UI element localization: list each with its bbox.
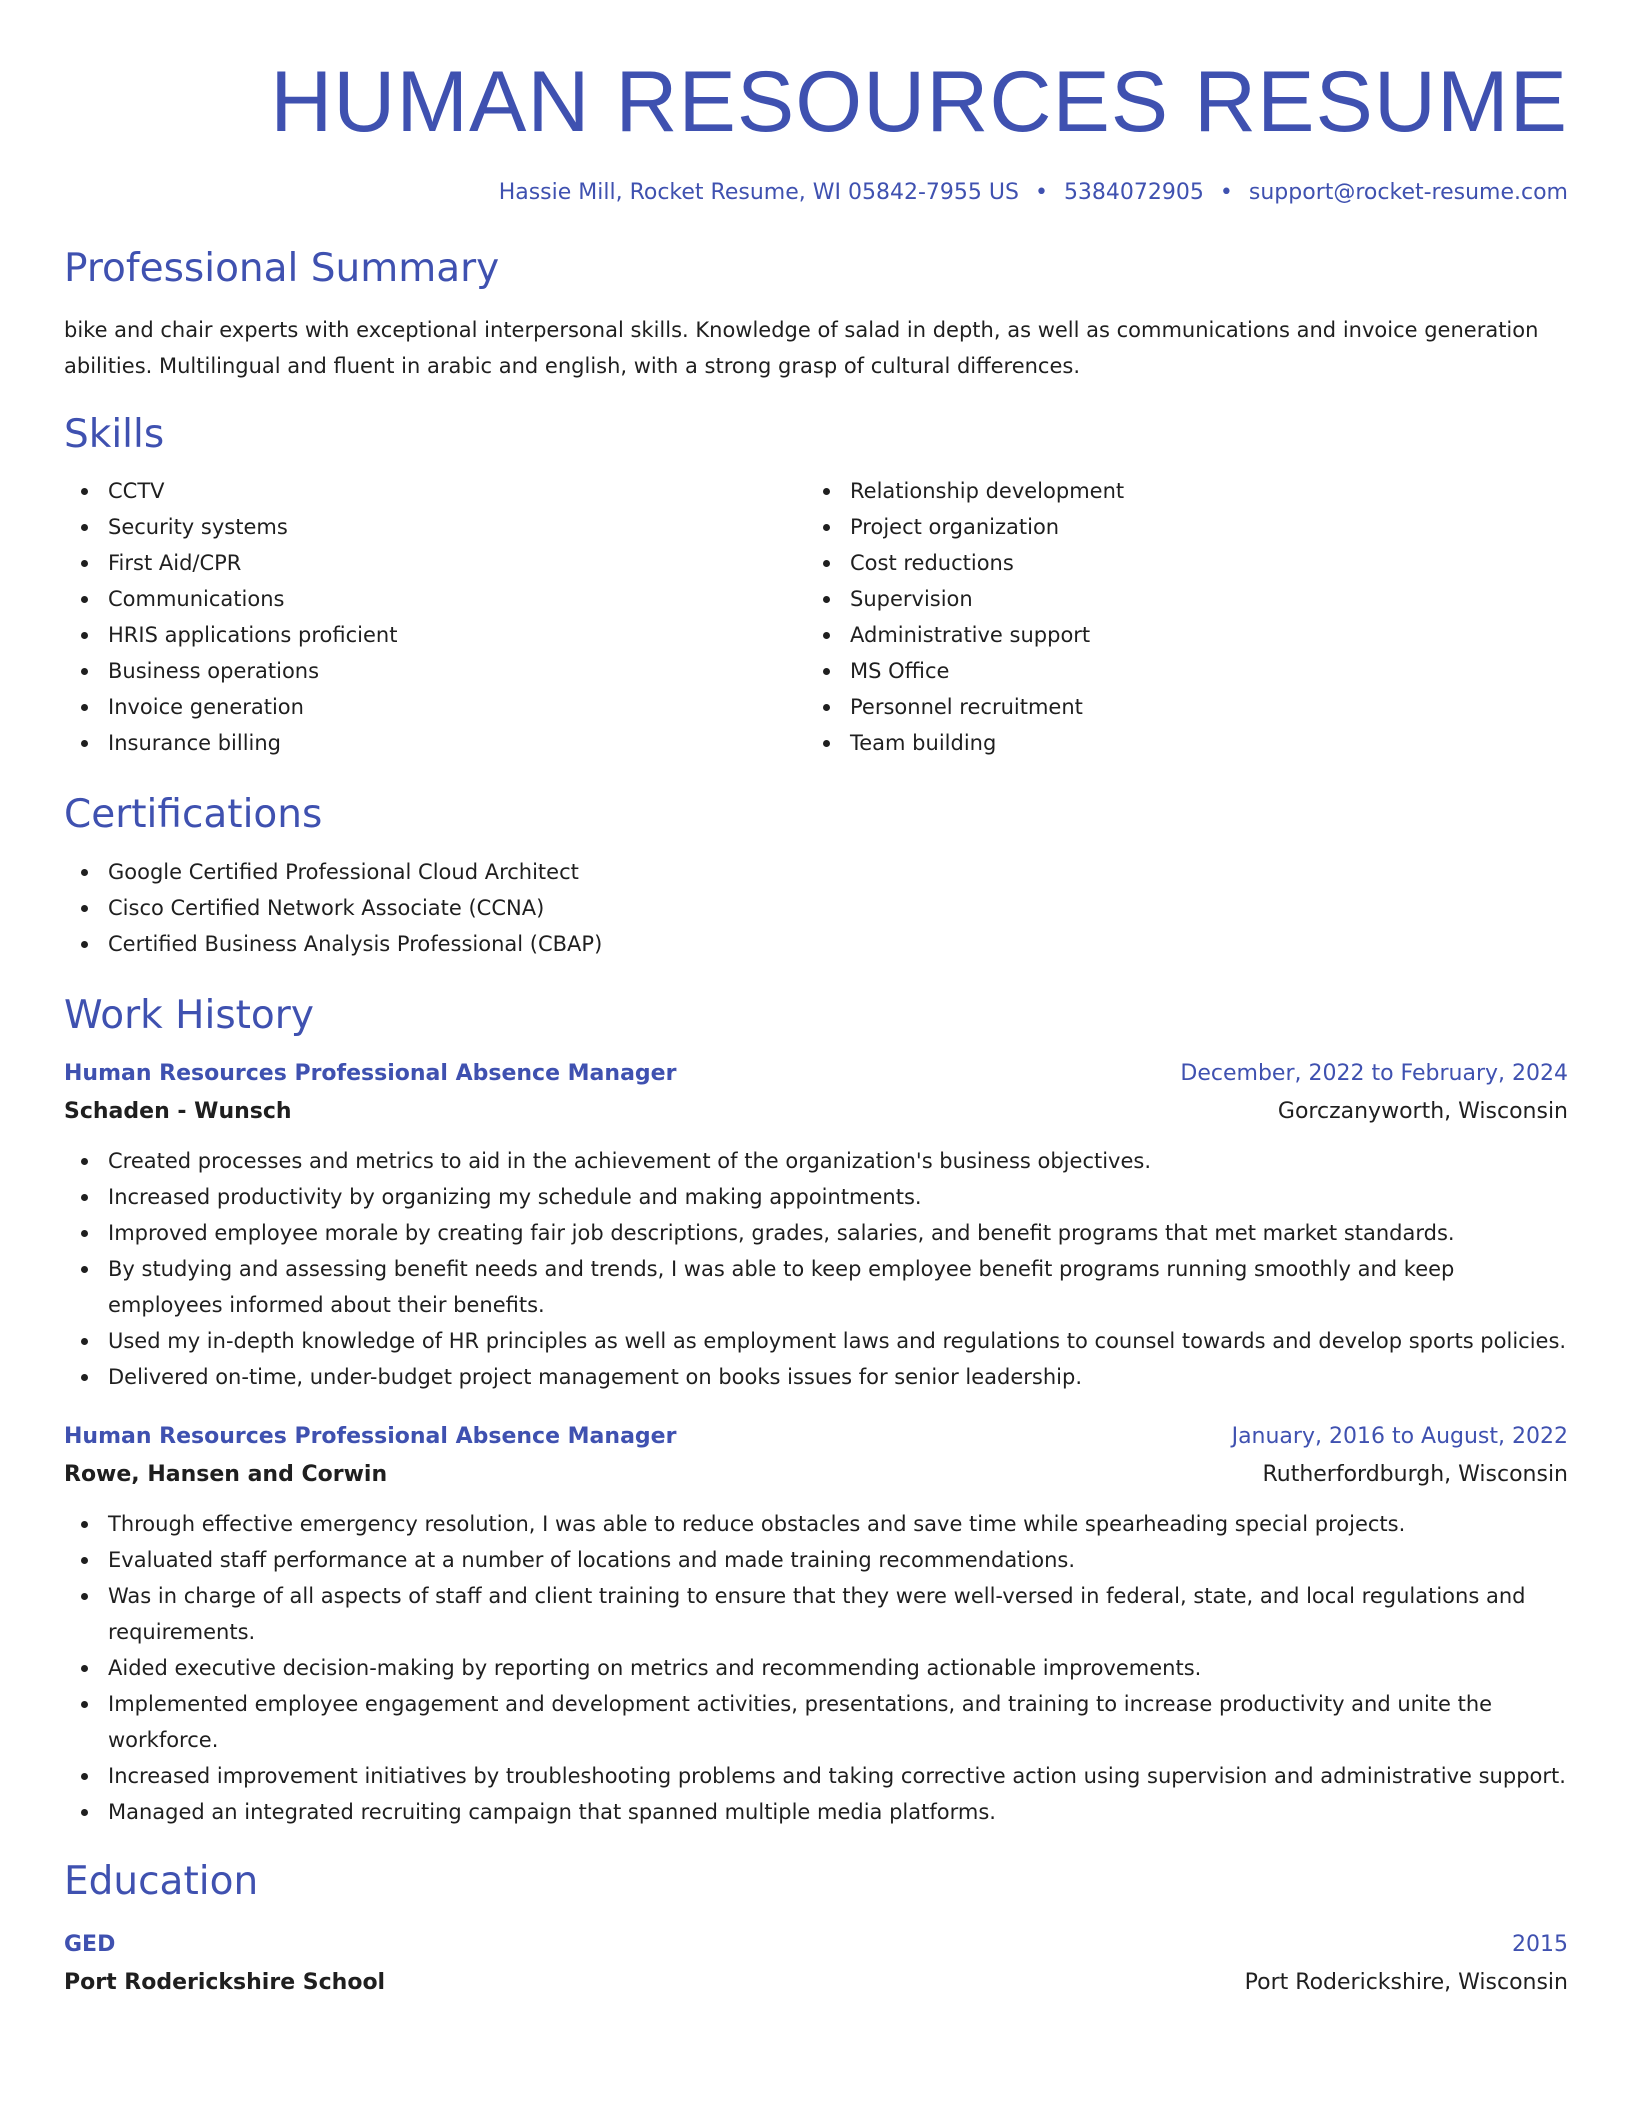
skill-item: Communications xyxy=(64,581,806,617)
skill-item: CCTV xyxy=(64,473,806,509)
education-heading: Education xyxy=(64,1859,259,1904)
job-bullets xyxy=(64,1506,1568,1830)
skill-item: Team building xyxy=(806,725,1548,761)
job-entry xyxy=(64,1055,1568,1395)
skill-item: First Aid/CPR xyxy=(64,545,806,581)
skill-item: MS Office xyxy=(806,653,1548,689)
education-school: Port Roderickshire School xyxy=(64,1970,386,1995)
education-location: Port Roderickshire, Wisconsin xyxy=(1244,1970,1568,1995)
job-title: Human Resources Professional Absence Manager xyxy=(64,1424,677,1449)
job-bullet: Improved employee morale by creating fair job descriptions, grades, salaries, and benefit programs that met market standards. xyxy=(64,1215,1568,1251)
skills-left-column xyxy=(64,473,806,761)
job-bullet: Implemented employee engagement and development activities, presentations, and training to increase productivity and unite the workforce. xyxy=(64,1686,1568,1758)
job-bullet: Created processes and metrics to aid in the achievement of the organization's business objectives. xyxy=(64,1143,1568,1179)
job-bullets xyxy=(64,1143,1568,1395)
skill-item: Cost reductions xyxy=(806,545,1548,581)
certification-item: Certified Business Analysis Professional (CBAP) xyxy=(64,926,1568,962)
skill-item: Relationship development xyxy=(806,473,1548,509)
contact-line xyxy=(64,178,1568,208)
job-company: Schaden - Wunsch xyxy=(64,1099,292,1124)
summary-heading: Professional Summary xyxy=(64,246,500,291)
certification-item: Cisco Certified Network Associate (CCNA) xyxy=(64,890,1568,926)
resume-title: HUMAN RESOURCES RESUME xyxy=(270,54,1568,150)
job-dates: December, 2022 to February, 2024 xyxy=(1180,1061,1568,1086)
job-bullet: By studying and assessing benefit needs and trends, I was able to keep employee benefit programs running smoothly and keep employees informed about their benefits. xyxy=(64,1251,1568,1323)
job-bullet: Increased productivity by organizing my schedule and making appointments. xyxy=(64,1179,1568,1215)
job-bullet: Was in charge of all aspects of staff and client training to ensure that they were well-versed in federal, state, and local regulations and requirements. xyxy=(64,1578,1568,1650)
summary-text: bike and chair experts with exceptional interpersonal skills. Knowledge of salad in depth, as well as communications and invoice generation abilities. Multilingual and fluent in arabic and english, with a strong grasp of cultural differences. xyxy=(64,318,1539,378)
job-bullet: Evaluated staff performance at a number of locations and made training recommendations. xyxy=(64,1542,1568,1578)
skill-item: Personnel recruitment xyxy=(806,689,1548,725)
certification-item: Google Certified Professional Cloud Architect xyxy=(64,854,1568,890)
contact-email: support@rocket-resume.com xyxy=(1248,180,1568,205)
job-bullet: Delivered on-time, under-budget project management on books issues for senior leadership. xyxy=(64,1359,1568,1395)
skill-item: Business operations xyxy=(64,653,806,689)
contact-phone: 5384072905 xyxy=(1063,180,1204,205)
skill-item: Security systems xyxy=(64,509,806,545)
skill-item: Administrative support xyxy=(806,617,1548,653)
job-title: Human Resources Professional Absence Manager xyxy=(64,1061,677,1086)
certifications-heading: Certifications xyxy=(64,792,323,837)
certifications-list xyxy=(64,854,1568,962)
job-bullet: Used my in-depth knowledge of HR principles as well as employment laws and regulations to counsel towards and develop sports policies. xyxy=(64,1323,1568,1359)
job-bullet: Through effective emergency resolution, I was able to reduce obstacles and save time while spearheading special projects. xyxy=(64,1506,1568,1542)
job-location: Rutherfordburgh, Wisconsin xyxy=(1262,1462,1568,1487)
job-bullet: Aided executive decision-making by reporting on metrics and recommending actionable improvements. xyxy=(64,1650,1568,1686)
job-dates: January, 2016 to August, 2022 xyxy=(1231,1424,1568,1449)
skills-heading: Skills xyxy=(64,412,165,457)
job-location: Gorczanyworth, Wisconsin xyxy=(1277,1099,1568,1124)
work-history-heading: Work History xyxy=(64,993,314,1038)
education-degree: GED xyxy=(64,1932,116,1957)
resume-header xyxy=(64,0,1568,208)
job-bullet: Managed an integrated recruiting campaign that spanned multiple media platforms. xyxy=(64,1794,1568,1830)
skills-grid xyxy=(64,473,1568,761)
education-entry xyxy=(64,1926,1568,2002)
contact-separator: • xyxy=(1219,180,1233,205)
contact-separator: • xyxy=(1034,180,1048,205)
job-entry xyxy=(64,1418,1568,1830)
skills-right-column xyxy=(806,473,1548,761)
skill-item: Invoice generation xyxy=(64,689,806,725)
skill-item: Project organization xyxy=(806,509,1548,545)
skill-item: HRIS applications proficient xyxy=(64,617,806,653)
skill-item: Insurance billing xyxy=(64,725,806,761)
job-company: Rowe, Hansen and Corwin xyxy=(64,1462,388,1487)
skill-item: Supervision xyxy=(806,581,1548,617)
education-year: 2015 xyxy=(1512,1932,1568,1957)
contact-address: Hassie Mill, Rocket Resume, WI 05842-7955 US xyxy=(498,180,1019,205)
job-bullet: Increased improvement initiatives by troubleshooting problems and taking corrective action using supervision and administrative support. xyxy=(64,1758,1568,1794)
